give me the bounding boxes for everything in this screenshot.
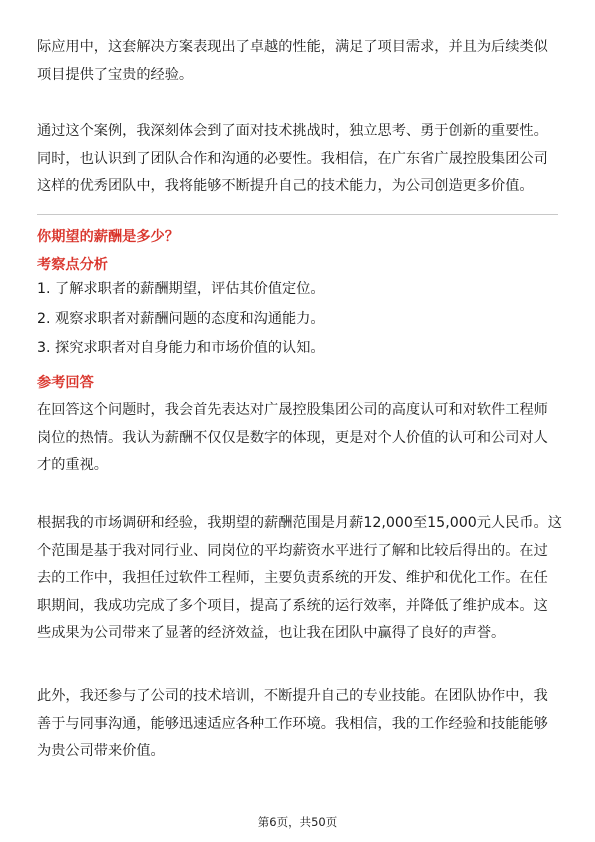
- answer-line: 才的重视。: [37, 457, 108, 473]
- section-divider: [37, 214, 558, 215]
- answer-line: 些成果为公司带来了显著的经济效益，也让我在团队中赢得了良好的声誉。: [37, 625, 506, 641]
- answer-line: 善于与同事沟通，能够迅速适应各种工作环境。我相信，我的工作经验和技能能够: [37, 715, 548, 732]
- reflection-line: 同时，也认识到了团队合作和沟通的必要性。我相信，在广东省广晟控股集团公司: [37, 150, 548, 167]
- intro-line: 际应用中，这套解决方案表现出了卓越的性能，满足了项目需求，并且为后续类似: [37, 39, 548, 55]
- answer-line: 为贵公司带来价值。: [37, 743, 165, 759]
- intro-paragraph: [37, 34, 567, 89]
- reflection-paragraph: [37, 118, 567, 201]
- intro-line: 项目提供了宝贵的经验。: [37, 66, 194, 83]
- reflection-line: 通过这个案例，我深刻体会到了面对技术挑战时，独立思考、勇于创新的重要性。: [37, 123, 548, 139]
- answer-line: 在回答这个问题时，我会首先表达对广晟控股集团公司的高度认可和对软件工程师: [37, 402, 548, 418]
- answer-paragraph-3: [37, 683, 567, 766]
- analysis-item: 2. 观察求职者对薪酬问题的态度和沟通能力。: [37, 310, 325, 327]
- answer-line: 岗位的热情。我认为薪酬不仅仅是数字的体现，更是对个人价值的认可和公司对人: [37, 429, 548, 446]
- question-title: 你期望的薪酬是多少？: [37, 229, 179, 245]
- analysis-item: 1. 了解求职者的薪酬期望，评估其价值定位。: [37, 281, 325, 297]
- answer-line: 此外，我还参与了公司的技术培训，不断提升自己的专业技能。在团队协作中，我: [37, 688, 548, 704]
- answer-paragraph-2: [37, 510, 567, 648]
- answer-line: 根据我的市场调研和经验，我期望的薪酬范围是月薪12,000至15,000元人民币。这: [37, 515, 562, 531]
- analysis-list: [37, 275, 325, 364]
- answer-paragraph-1: [37, 397, 567, 480]
- answer-heading: 参考回答: [37, 375, 94, 391]
- reflection-line: 这样的优秀团队中，我将能够不断提升自己的技术能力，为公司创造更多价值。: [37, 178, 534, 194]
- analysis-item: 3. 探究求职者对自身能力和市场价值的认知。: [37, 340, 325, 356]
- page-number: 第6页，共50页: [257, 815, 338, 829]
- analysis-heading: 考察点分析: [37, 257, 108, 273]
- answer-line: 去的工作中，我担任过软件工程师，主要负责系统的开发、维护和优化工作。在任: [37, 570, 548, 586]
- answer-line: 个范围是基于我对同行业、同岗位的平均薪资水平进行了解和比较后得出的。在过: [37, 542, 548, 559]
- answer-line: 职期间，我成功完成了多个项目，提高了系统的运行效率，并降低了维护成本。这: [37, 597, 548, 614]
